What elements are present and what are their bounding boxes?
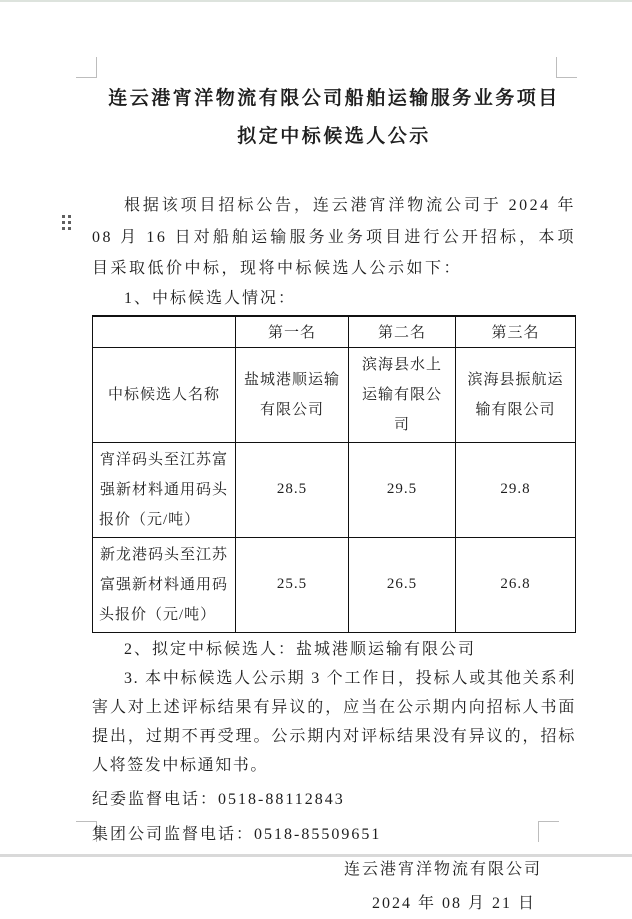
candidate-2-name: 滨海县水上运输有限公司 xyxy=(349,347,456,442)
document-title-line1: 连云港宵洋物流有限公司船舶运输服务业务项目 xyxy=(108,88,560,109)
bid-candidates-table xyxy=(92,315,576,633)
candidate-1-name: 盐城港顺运输有限公司 xyxy=(236,347,349,442)
row-label-candidate-names: 中标候选人名称 xyxy=(93,347,236,442)
list-item-1: 1、中标候选人情况： xyxy=(124,289,297,307)
xiaoyang-price-candidate-1: 28.5 xyxy=(236,442,349,537)
signature-date: 2024 年 08 月 21 日 xyxy=(371,894,536,912)
group-phone-line: 集团公司监督电话：0518-85509651 xyxy=(92,825,382,843)
header-cell-second: 第二名 xyxy=(349,316,456,348)
document-body xyxy=(92,84,576,919)
document-title-line2: 拟定中标候选人公示 xyxy=(237,126,431,147)
row-label-xiaoyang-price: 宵洋码头至江苏富强新材料通用码头报价（元/吨） xyxy=(93,442,236,537)
xiaoyang-price-candidate-2: 29.5 xyxy=(349,442,456,537)
header-cell-empty xyxy=(93,316,236,348)
table-row-candidate-names xyxy=(93,347,576,442)
crop-mark-top-left-icon xyxy=(76,57,97,78)
intro-paragraph: 根据该项目招标公告，连云港宵洋物流公司于 2024 年 08 月 16 日对船舶运输服务业务项目进行公开招标，本项目采取低价中标，现将中标候选人公示如下： xyxy=(92,197,576,277)
xinlonggang-price-candidate-3: 26.8 xyxy=(456,537,576,632)
table-row-xinlonggang-price xyxy=(93,537,576,632)
candidate-3-name: 滨海县振航运输有限公司 xyxy=(456,347,576,442)
xiaoyang-price-candidate-3: 29.8 xyxy=(456,442,576,537)
header-cell-third: 第三名 xyxy=(456,316,576,348)
list-item-2: 2、拟定中标候选人：盐城港顺运输有限公司 xyxy=(124,640,477,658)
xinlonggang-price-candidate-2: 26.5 xyxy=(349,537,456,632)
table-row-xiaoyang-price xyxy=(93,442,576,537)
notice-period-paragraph: 3. 本中标候选人公示期 3 个工作日，投标人或其他关系利害人对上述评标结果有异议的，应当在公示期内向招标人书面提出，过期不再受理。公示期内对评标结果没有异议的，招标人将签发中标通知书。 xyxy=(92,669,576,774)
discipline-phone-line: 纪委监督电话：0518-88112843 xyxy=(92,790,345,808)
header-cell-first: 第一名 xyxy=(236,316,349,348)
xinlonggang-price-candidate-1: 25.5 xyxy=(236,537,349,632)
drag-anchor-dots-icon[interactable] xyxy=(62,215,71,230)
signature-company: 连云港宵洋物流有限公司 xyxy=(343,860,542,878)
crop-mark-top-right-icon xyxy=(556,57,577,78)
row-label-xinlonggang-price: 新龙港码头至江苏富强新材料通用码头报价（元/吨） xyxy=(93,537,236,632)
page-top-edge xyxy=(0,0,632,2)
table-header-row xyxy=(93,316,576,348)
